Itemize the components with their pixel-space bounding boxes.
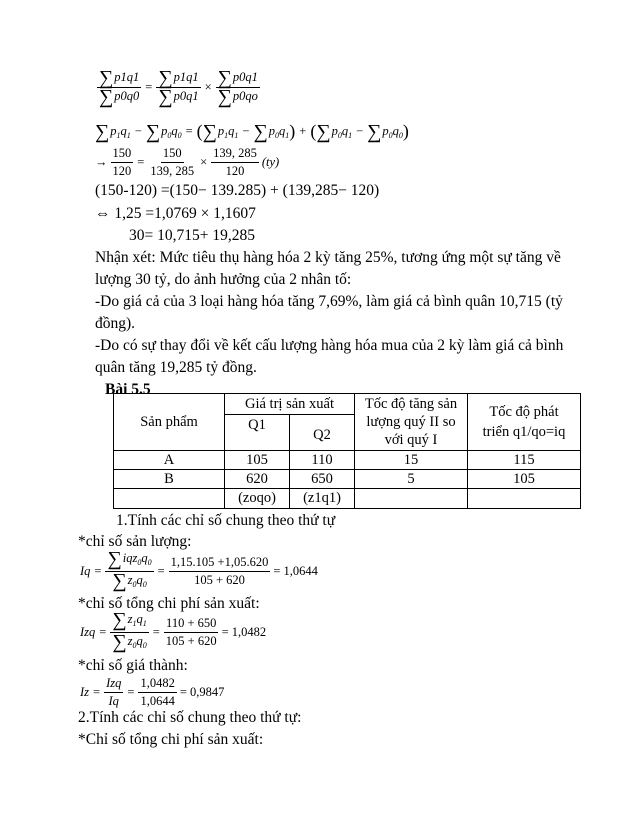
section-title: Bài 5.5 [105, 381, 151, 398]
fraction-lhs: $\frac{\sum p1q1}{\sum p0q0}$ [99, 67, 140, 108]
header-rate: Tốc độ phát triển q1/qo=iq [468, 394, 581, 451]
table-row: A 105 110 15 115 [114, 451, 581, 470]
header-production-value: Giá trị sản xuất [225, 394, 355, 415]
formula-iq: Iq = $\frac{\sum iqz_0q_0}{\sum z_0q_0}$ = $\frac{1,15.105 +1,05.620}{105 + 620}$ = 1,0644 [80, 548, 318, 592]
comment-line-2: lượng 30 tỷ, do ảnh hưởng của 2 nhân tố: [95, 271, 352, 288]
table-row-notation: (zoqo) (z1q1) [114, 489, 581, 509]
fraction-price-index: $\frac{\sum p1q1}{\sum p0q1}$ [158, 67, 199, 108]
unit-label: (ty) [261, 155, 280, 169]
formula-absolute-decomposition: ∑ $p_1q_1$ − ∑ $p_0q_0$ = ( ∑ $p_1q_1$ − ∑ $p_0q_1$ ) + ( ∑ $p_0q_1$ − ∑ $p_0q_0$ ) [95, 120, 409, 143]
iq-label: *chỉ số sản lượng: [78, 533, 192, 550]
part2-izq-label: *Chỉ số tổng chi phí sản xuất: [78, 731, 264, 748]
formula-iz: Iz = $\frac{\text{Izq}}{Iq}$ = $\frac{1,0482}{1,0644}$ = 0,9847 [80, 676, 225, 708]
part2-title: 2.Tính các chỉ số chung theo thứ tự: [78, 709, 302, 726]
production-table [113, 393, 581, 509]
fraction-b: $\frac{139, 285}{120}$ [213, 146, 257, 178]
header-q1: Q1 [225, 415, 290, 451]
comment-line-4: đồng). [95, 315, 136, 332]
formula-numeric: → $\frac{150}{120}$ = $\frac{150}{139, 285}$ × $\frac{139, 285}{120}$ (ty) [95, 146, 280, 178]
table-row: B 620 650 5 105 [114, 470, 581, 489]
header-growth: Tốc độ tăng sản lượng quý II so với quý I [355, 394, 468, 451]
equation-line-2: ⇔ 1,25 =1,0769 × 1,1607 [95, 205, 256, 222]
formula-index-decomposition: $\frac{\sum p1q1}{\sum p0q0}$ = $\frac{\sum p1q1}{\sum p0q1}$ × $\frac{\sum p0q1}{\sum p0qo}$ [99, 67, 258, 108]
comment-line-1: Nhận xét: Mức tiêu thụ hàng hóa 2 kỳ tăng 25%, tương ứng một sự tăng về [95, 249, 561, 266]
fraction-a: $\frac{150}{139, 285}$ [150, 146, 195, 178]
fraction-structure-index: $\frac{\sum p0q1}{\sum p0qo}$ [217, 67, 258, 108]
part1-title: 1.Tính các chỉ số chung theo thứ tự [116, 512, 336, 529]
comment-line-5: -Do có sự thay đổi về kết cấu lượng hàng hóa mua của 2 kỳ làm giá cả bình [95, 337, 564, 354]
header-q2: Q2 [290, 415, 355, 451]
formula-izq: Izq = $\frac{\sum z_1q_1}{\sum z_0q_0}$ = $\frac{110 + 650}{105 + 620}$ = 1,0482 [80, 609, 267, 653]
equation-line-1: (150-120) =(150− 139.285) + (139,285− 120) [95, 182, 380, 199]
header-product: Sản phẩm [114, 394, 225, 451]
izq-label: *chỉ số tổng chi phí sản xuất: [78, 595, 260, 612]
fraction-overall: $\frac{150}{120}$ [112, 146, 132, 178]
iz-label: *chỉ số giá thành: [78, 657, 188, 674]
comment-line-6: quân tăng 19,285 tỷ đồng. [95, 359, 257, 376]
equation-line-3: 30= 10,715+ 19,285 [129, 227, 255, 244]
comment-line-3: -Do giá cả của 3 loại hàng hóa tăng 7,69%, làm giá cả bình quân 10,715 (tỷ [95, 293, 563, 310]
